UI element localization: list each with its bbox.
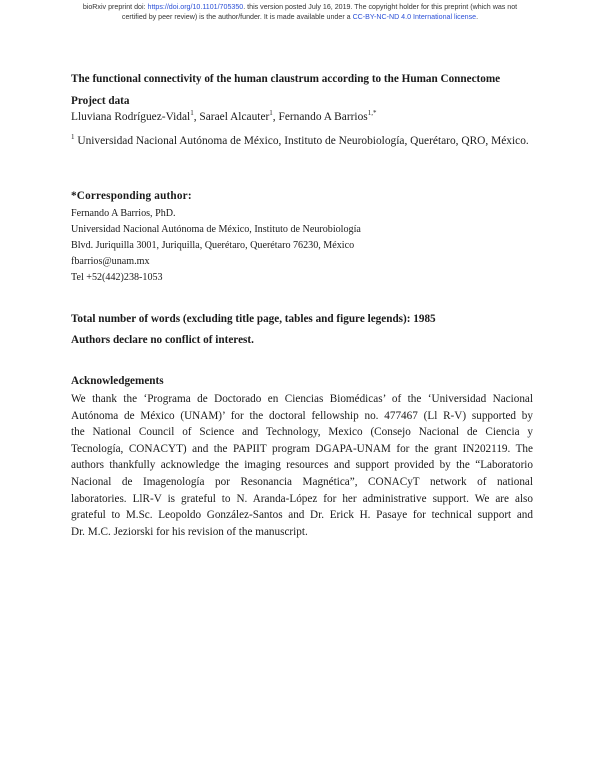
author-affiliation-mark: 1 [190,109,194,118]
header-posted-text: . this version posted July 16, 2019. The copyright holder for this preprint (which was not [243,3,518,11]
corresponding-author-name: Fernando A Barrios, PhD. [71,208,176,219]
acknowledgements-line: Tecnología, CONACYT) and the PAPIIT program DGAPA-UNAM for the grant IN202119. The [71,442,533,455]
acknowledgements-line: authors thankfully acknowledge the imaging resources and support provided by the “Laboratorio [71,459,533,472]
preprint-header-line-2 [40,13,560,23]
author-separator: , [193,111,200,123]
corresponding-author-details [71,206,533,286]
word-count-statement: Total number of words (excluding title page, tables and figure legends): 1985 [71,313,436,325]
acknowledgements-body [71,391,533,540]
author-name: Sarael Alcauter [199,111,270,123]
corresponding-author-heading: *Corresponding author: [71,190,192,202]
acknowledgements-line: Dr. M.C. Jeziorski for his revision of the manuscript. [71,525,308,538]
preprint-header-line-1 [40,3,560,13]
conflict-of-interest-statement: Authors declare no conflict of interest. [71,334,254,346]
paper-title: The functional connectivity of the human claustrum according to the Human Connectome Project data [71,73,501,107]
author-list [71,110,533,124]
preprint-header [40,3,560,22]
corresponding-author-institution: Universidad Nacional Autónoma de México, Instituto de Neurobiología [71,223,361,235]
author-affiliation-mark: 1 [269,109,273,118]
header-certified-text: certified by peer review) is the author/funder. It is made available under a [121,12,353,21]
affiliation [71,130,533,152]
corresponding-author-email[interactable]: fbarrios@unam.mx [71,255,150,267]
author-name: Lluviana Rodríguez-Vidal [71,111,191,123]
corresponding-author-phone: Tel +52(442)238-1053 [71,271,163,283]
author-affiliation-mark: 1,* [367,109,377,118]
affiliation-text: Universidad Nacional Autónoma de México, Instituto de Neurobiología, Querétaro, QRO, México. [74,135,529,147]
acknowledgements-line: We thank the ‘Programa de Doctorado en Ciencias Biomédicas’ of the ‘Universidad Nacional [71,393,533,405]
acknowledgements-line: grateful to M.Sc. Leopoldo González-Santos and Dr. Erick H. Pasaye for technical support and [71,509,533,522]
corresponding-author-address: Blvd. Juriquilla 3001, Juriquilla, Querétaro, Querétaro 76230, México [71,239,355,251]
header-period: . [476,12,479,21]
acknowledgements-line: the National Council of Science and Technology, Mexico (Consejo Nacional de Ciencia y [71,426,533,439]
author-name: Fernando A Barrios [278,111,368,123]
doi-link[interactable]: https://doi.org/10.1101/705350 [147,3,244,11]
acknowledgements-line: laboratories. LlR-V is grateful to N. Aranda-López for her administrative support. We are also [71,492,533,505]
license-link[interactable]: CC-BY-NC-ND 4.0 International license [352,12,477,21]
acknowledgements-line: Nacional de Imagenología por Resonancia Magnética”, CONACyT network of national [71,475,533,488]
author-separator: , [272,111,279,123]
acknowledgements-heading: Acknowledgements [71,375,164,387]
acknowledgements-line: Autónoma de México (UNAM)’ for the doctoral fellowship no. 477467 (Ll R-V) supported by [71,409,533,422]
header-prefix: bioRxiv preprint doi: [82,3,148,11]
affiliation-mark: 1 [71,133,75,142]
